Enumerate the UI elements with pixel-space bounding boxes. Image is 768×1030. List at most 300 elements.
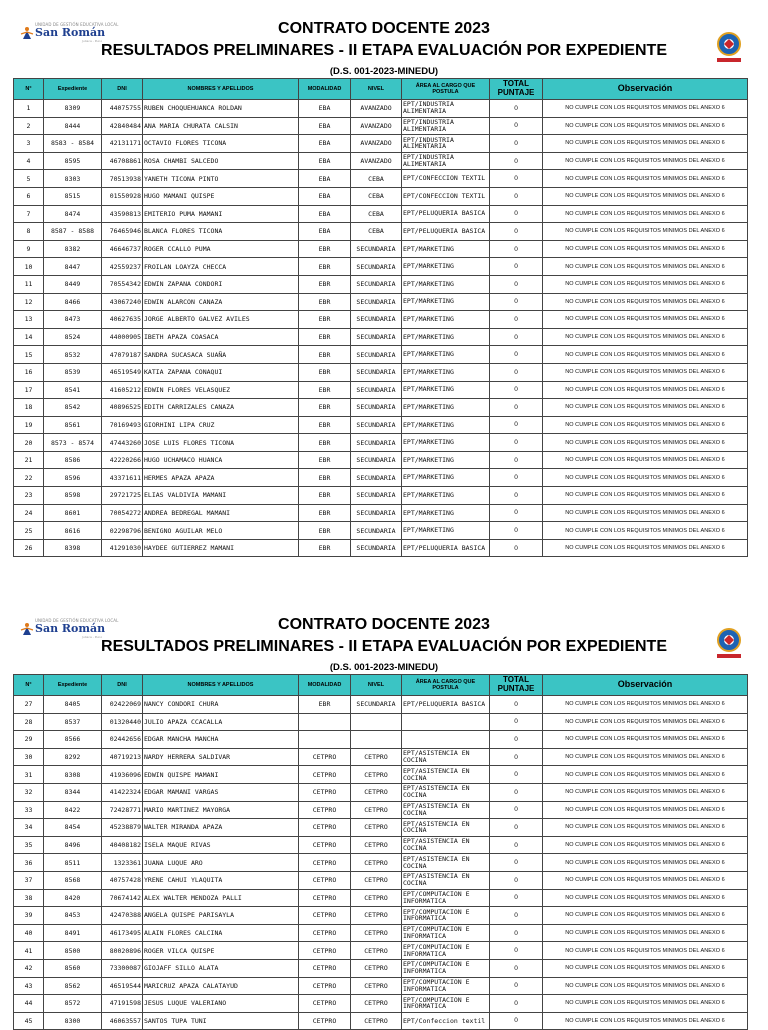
row-puntaje: 0: [490, 696, 543, 714]
row-nivel: CETPRO: [351, 995, 402, 1013]
row-name: ALEX WALTER MENDOZA PALLI: [143, 889, 299, 907]
row-nivel: SECUNDARIA: [351, 504, 402, 522]
row-nivel: CETPRO: [351, 819, 402, 837]
row-modalidad: [299, 713, 351, 731]
row-name: ROGER CCALLO PUMA: [143, 240, 299, 258]
row-puntaje: 0: [490, 504, 543, 522]
row-number: 10: [14, 258, 44, 276]
row-area: EPT/ASISTENCIA EN COCINA: [402, 836, 490, 854]
logo-small-text: UNIDAD DE GESTIÓN EDUCATIVA LOCAL: [35, 22, 119, 27]
row-area: EPT/INDUSTRIA ALIMENTARIA: [402, 152, 490, 170]
row-expediente: 8292: [44, 748, 102, 766]
row-expediente: 8572: [44, 995, 102, 1013]
document-title: CONTRATO DOCENTE 2023: [278, 20, 490, 37]
row-area: EPT/MARKETING: [402, 399, 490, 417]
row-number: 11: [14, 275, 44, 293]
row-modalidad: CETPRO: [299, 748, 351, 766]
table-row: [14, 977, 748, 995]
row-puntaje: 0: [490, 783, 543, 801]
row-expediente: 8598: [44, 487, 102, 505]
row-dni: 46063557: [102, 1012, 143, 1030]
table-row: [14, 381, 748, 399]
row-number: 44: [14, 995, 44, 1013]
row-modalidad: CETPRO: [299, 766, 351, 784]
page-header: [0, 0, 768, 76]
row-puntaje: 0: [490, 187, 543, 205]
row-dni: 73300087: [102, 959, 143, 977]
row-observacion: NO CUMPLE CON LOS REQUISITOS MINIMOS DEL ANEXO 6: [543, 487, 748, 505]
row-nivel: SECUNDARIA: [351, 311, 402, 329]
row-observacion: NO CUMPLE CON LOS REQUISITOS MINIMOS DEL ANEXO 6: [543, 889, 748, 907]
row-modalidad: CETPRO: [299, 1012, 351, 1030]
table-row: [14, 223, 748, 241]
row-dni: 44000905: [102, 328, 143, 346]
table-row: [14, 152, 748, 170]
row-nivel: SECUNDARIA: [351, 522, 402, 540]
row-name: YANETH TICONA PINTO: [143, 170, 299, 188]
row-puntaje: 0: [490, 942, 543, 960]
row-dni: 01550928: [102, 187, 143, 205]
row-dni: 40408182: [102, 836, 143, 854]
row-puntaje: 0: [490, 487, 543, 505]
row-name: WALTER MIRANDA APAZA: [143, 819, 299, 837]
row-name: HAYDEE GUTIERREZ MAMANI: [143, 539, 299, 557]
row-modalidad: CETPRO: [299, 907, 351, 925]
row-puntaje: 0: [490, 240, 543, 258]
table-row: [14, 766, 748, 784]
decree-reference: (D.S. 001-2023-MINEDU): [329, 66, 439, 77]
table-row: [14, 713, 748, 731]
table-row: [14, 117, 748, 135]
row-nivel: SECUNDARIA: [351, 363, 402, 381]
row-observacion: NO CUMPLE CON LOS REQUISITOS MINIMOS DEL ANEXO 6: [543, 170, 748, 188]
row-modalidad: CETPRO: [299, 959, 351, 977]
row-dni: 42559237: [102, 258, 143, 276]
col-observacion: Observación: [543, 79, 748, 100]
row-puntaje: 0: [490, 451, 543, 469]
row-name: JULIO APAZA CCACALLA: [143, 713, 299, 731]
row-nivel: AVANZADO: [351, 117, 402, 135]
row-nivel: SECUNDARIA: [351, 328, 402, 346]
row-number: 3: [14, 135, 44, 153]
logo-small-text: UNIDAD DE GESTIÓN EDUCATIVA LOCAL: [35, 618, 119, 623]
row-observacion: NO CUMPLE CON LOS REQUISITOS MINIMOS DEL ANEXO 6: [543, 434, 748, 452]
row-modalidad: CETPRO: [299, 871, 351, 889]
table-row: [14, 258, 748, 276]
row-dni: 80020896: [102, 942, 143, 960]
row-puntaje: 0: [490, 416, 543, 434]
row-name: JORGE ALBERTO GALVEZ AVILES: [143, 311, 299, 329]
row-nivel: [351, 731, 402, 749]
row-name: ELIAS VALDIVIA MAMANI: [143, 487, 299, 505]
row-name: ROSA CHAMBI SALCEDO: [143, 152, 299, 170]
row-name: JESUS LUQUE VALERIANO: [143, 995, 299, 1013]
row-nivel: SECUNDARIA: [351, 240, 402, 258]
row-observacion: NO CUMPLE CON LOS REQUISITOS MINIMOS DEL ANEXO 6: [543, 117, 748, 135]
table-header-row: [14, 79, 748, 100]
row-name: EDWIN FLORES VELASQUEZ: [143, 381, 299, 399]
row-nivel: [351, 713, 402, 731]
row-area: EPT/PELUQUERIA BASICA: [402, 539, 490, 557]
row-number: 33: [14, 801, 44, 819]
row-nivel: AVANZADO: [351, 135, 402, 153]
row-modalidad: EBA: [299, 152, 351, 170]
row-expediente: 8573 - 8574: [44, 434, 102, 452]
row-area: [402, 731, 490, 749]
row-dni: 46519549: [102, 363, 143, 381]
row-dni: 43067240: [102, 293, 143, 311]
row-observacion: NO CUMPLE CON LOS REQUISITOS MINIMOS DEL ANEXO 6: [543, 783, 748, 801]
row-expediente: 8541: [44, 381, 102, 399]
row-modalidad: EBR: [299, 293, 351, 311]
col-area: ÁREA AL CARGO QUE POSTULA: [402, 675, 490, 696]
table-row: [14, 416, 748, 434]
row-nivel: SECUNDARIA: [351, 696, 402, 714]
row-dni: 40719213: [102, 748, 143, 766]
table-row: [14, 451, 748, 469]
row-puntaje: 0: [490, 871, 543, 889]
document-subtitle: RESULTADOS PRELIMINARES - II ETAPA EVALUACIÓN POR EXPEDIENTE: [101, 42, 667, 59]
row-nivel: CETPRO: [351, 766, 402, 784]
row-observacion: NO CUMPLE CON LOS REQUISITOS MINIMOS DEL ANEXO 6: [543, 187, 748, 205]
row-expediente: 8539: [44, 363, 102, 381]
row-nivel: CEBA: [351, 170, 402, 188]
row-dni: 41605212: [102, 381, 143, 399]
row-name: EDGAR MANCHA MANCHA: [143, 731, 299, 749]
institution-emblem-icon: [712, 30, 746, 64]
col-n: N°: [14, 675, 44, 696]
row-observacion: NO CUMPLE CON LOS REQUISITOS MINIMOS DEL ANEXO 6: [543, 152, 748, 170]
row-expediente: 8303: [44, 170, 102, 188]
row-number: 29: [14, 731, 44, 749]
row-number: 24: [14, 504, 44, 522]
row-puntaje: 0: [490, 293, 543, 311]
row-modalidad: EBR: [299, 522, 351, 540]
row-expediente: 8532: [44, 346, 102, 364]
row-area: EPT/COMPUTACION E INFORMATICA: [402, 977, 490, 995]
table-row: [14, 907, 748, 925]
row-nivel: CETPRO: [351, 942, 402, 960]
row-observacion: NO CUMPLE CON LOS REQUISITOS MINIMOS DEL ANEXO 6: [543, 1012, 748, 1030]
row-number: 39: [14, 907, 44, 925]
row-number: 2: [14, 117, 44, 135]
table-row: [14, 783, 748, 801]
row-expediente: 8562: [44, 977, 102, 995]
row-name: EDWIN ZAPANA CONDORI: [143, 275, 299, 293]
row-modalidad: CETPRO: [299, 924, 351, 942]
row-puntaje: 0: [490, 363, 543, 381]
row-observacion: NO CUMPLE CON LOS REQUISITOS MINIMOS DEL ANEXO 6: [543, 416, 748, 434]
row-expediente: 8616: [44, 522, 102, 540]
row-number: 19: [14, 416, 44, 434]
col-dni: DNI: [102, 79, 143, 100]
row-expediente: 8398: [44, 539, 102, 557]
row-nivel: SECUNDARIA: [351, 539, 402, 557]
row-modalidad: CETPRO: [299, 819, 351, 837]
logo-sub: Juliaca - Puno: [82, 635, 103, 639]
col-modalidad: MODALIDAD: [299, 79, 351, 100]
row-modalidad: EBR: [299, 363, 351, 381]
row-area: EPT/COMPUTACION E INFORMATICA: [402, 924, 490, 942]
row-expediente: 8449: [44, 275, 102, 293]
col-nombres: NOMBRES Y APELLIDOS: [143, 79, 299, 100]
table-row: [14, 240, 748, 258]
row-modalidad: EBR: [299, 240, 351, 258]
row-puntaje: 0: [490, 135, 543, 153]
row-area: EPT/MARKETING: [402, 293, 490, 311]
row-number: 28: [14, 713, 44, 731]
row-dni: 70054272: [102, 504, 143, 522]
row-area: EPT/MARKETING: [402, 434, 490, 452]
row-name: EDWIN QUISPE MAMANI: [143, 766, 299, 784]
row-dni: 41422324: [102, 783, 143, 801]
row-area: EPT/MARKETING: [402, 416, 490, 434]
table-row: [14, 328, 748, 346]
row-number: 7: [14, 205, 44, 223]
row-puntaje: 0: [490, 977, 543, 995]
results-table: [13, 78, 748, 557]
row-puntaje: 0: [490, 152, 543, 170]
row-dni: 70674142: [102, 889, 143, 907]
row-expediente: 8491: [44, 924, 102, 942]
row-number: 16: [14, 363, 44, 381]
row-dni: 02422069: [102, 696, 143, 714]
row-area: EPT/ASISTENCIA EN COCINA: [402, 766, 490, 784]
row-number: 31: [14, 766, 44, 784]
table-row: [14, 748, 748, 766]
row-name: HUGO UCHAMACO HUANCA: [143, 451, 299, 469]
row-modalidad: EBR: [299, 328, 351, 346]
table-row: [14, 170, 748, 188]
col-nombres: NOMBRES Y APELLIDOS: [143, 675, 299, 696]
results-table: [13, 674, 748, 1030]
table-row: [14, 889, 748, 907]
row-puntaje: 0: [490, 381, 543, 399]
row-dni: 01320440: [102, 713, 143, 731]
row-area: EPT/COMPUTACION E INFORMATICA: [402, 907, 490, 925]
row-number: 30: [14, 748, 44, 766]
row-observacion: NO CUMPLE CON LOS REQUISITOS MINIMOS DEL ANEXO 6: [543, 959, 748, 977]
row-observacion: NO CUMPLE CON LOS REQUISITOS MINIMOS DEL ANEXO 6: [543, 522, 748, 540]
row-number: 5: [14, 170, 44, 188]
row-area: EPT/MARKETING: [402, 311, 490, 329]
row-name: FROILAN LOAYZA CHECCA: [143, 258, 299, 276]
table-row: [14, 311, 748, 329]
row-modalidad: EBR: [299, 539, 351, 557]
row-puntaje: 0: [490, 889, 543, 907]
row-name: JUANA LUQUE ARO: [143, 854, 299, 872]
col-nivel: NIVEL: [351, 675, 402, 696]
row-observacion: NO CUMPLE CON LOS REQUISITOS MINIMOS DEL ANEXO 6: [543, 363, 748, 381]
row-name: IBETH APAZA COASACA: [143, 328, 299, 346]
row-area: EPT/MARKETING: [402, 504, 490, 522]
row-number: 26: [14, 539, 44, 557]
row-nivel: CETPRO: [351, 871, 402, 889]
row-name: EDITH CARRIZALES CANAZA: [143, 399, 299, 417]
row-number: 4: [14, 152, 44, 170]
row-area: EPT/ASISTENCIA EN COCINA: [402, 801, 490, 819]
row-name: ANDREA BEDREGAL MAMANI: [143, 504, 299, 522]
row-dni: 44075755: [102, 100, 143, 118]
row-puntaje: 0: [490, 854, 543, 872]
row-puntaje: 0: [490, 748, 543, 766]
row-area: EPT/CONFECCION TEXTIL: [402, 170, 490, 188]
row-number: 12: [14, 293, 44, 311]
row-observacion: NO CUMPLE CON LOS REQUISITOS MINIMOS DEL ANEXO 6: [543, 854, 748, 872]
row-puntaje: 0: [490, 995, 543, 1013]
table-row: [14, 539, 748, 557]
row-nivel: AVANZADO: [351, 100, 402, 118]
row-number: 22: [14, 469, 44, 487]
row-dni: 42220266: [102, 451, 143, 469]
row-observacion: NO CUMPLE CON LOS REQUISITOS MINIMOS DEL ANEXO 6: [543, 924, 748, 942]
row-nivel: SECUNDARIA: [351, 346, 402, 364]
row-number: 6: [14, 187, 44, 205]
row-dni: 43371611: [102, 469, 143, 487]
col-dni: DNI: [102, 675, 143, 696]
row-number: 1: [14, 100, 44, 118]
col-expediente: Expediente: [44, 79, 102, 100]
logo-sub: Juliaca - Puno: [82, 39, 103, 43]
row-area: EPT/INDUSTRIA ALIMENTARIA: [402, 135, 490, 153]
row-number: 37: [14, 871, 44, 889]
row-observacion: NO CUMPLE CON LOS REQUISITOS MINIMOS DEL ANEXO 6: [543, 766, 748, 784]
table-row: [14, 434, 748, 452]
row-expediente: 8473: [44, 311, 102, 329]
row-nivel: CETPRO: [351, 907, 402, 925]
table-row: [14, 205, 748, 223]
row-modalidad: EBR: [299, 469, 351, 487]
row-puntaje: 0: [490, 469, 543, 487]
row-expediente: 8454: [44, 819, 102, 837]
row-nivel: CETPRO: [351, 854, 402, 872]
row-area: EPT/PELUQUERIA BASICA: [402, 223, 490, 241]
row-modalidad: CETPRO: [299, 783, 351, 801]
row-puntaje: 0: [490, 434, 543, 452]
col-modalidad: MODALIDAD: [299, 675, 351, 696]
row-observacion: NO CUMPLE CON LOS REQUISITOS MINIMOS DEL ANEXO 6: [543, 293, 748, 311]
table-row: [14, 942, 748, 960]
row-nivel: CETPRO: [351, 836, 402, 854]
row-number: 35: [14, 836, 44, 854]
row-observacion: NO CUMPLE CON LOS REQUISITOS MINIMOS DEL ANEXO 6: [543, 328, 748, 346]
row-area: EPT/MARKETING: [402, 487, 490, 505]
row-puntaje: 0: [490, 223, 543, 241]
row-name: ALAIN FLORES CALCINA: [143, 924, 299, 942]
row-modalidad: CETPRO: [299, 836, 351, 854]
row-area: EPT/MARKETING: [402, 381, 490, 399]
table-row: [14, 469, 748, 487]
row-dni: 42840484: [102, 117, 143, 135]
table-row: [14, 187, 748, 205]
row-observacion: NO CUMPLE CON LOS REQUISITOS MINIMOS DEL ANEXO 6: [543, 801, 748, 819]
row-nivel: CETPRO: [351, 748, 402, 766]
row-expediente: 8537: [44, 713, 102, 731]
row-expediente: 8511: [44, 854, 102, 872]
row-name: NARDY HERRERA SALDIVAR: [143, 748, 299, 766]
table-body-page-2: [14, 696, 748, 1030]
row-dni: 47443260: [102, 434, 143, 452]
col-expediente: Expediente: [44, 675, 102, 696]
row-expediente: 8496: [44, 836, 102, 854]
row-number: 25: [14, 522, 44, 540]
row-dni: 40627635: [102, 311, 143, 329]
row-puntaje: 0: [490, 205, 543, 223]
row-dni: 46708861: [102, 152, 143, 170]
row-number: 32: [14, 783, 44, 801]
row-nivel: SECUNDARIA: [351, 469, 402, 487]
table-row: [14, 959, 748, 977]
row-number: 38: [14, 889, 44, 907]
row-area: EPT/MARKETING: [402, 258, 490, 276]
row-modalidad: EBA: [299, 117, 351, 135]
row-nivel: CEBA: [351, 223, 402, 241]
row-modalidad: EBA: [299, 100, 351, 118]
row-name: ISELA MAQUE RIVAS: [143, 836, 299, 854]
row-expediente: 8474: [44, 205, 102, 223]
table-row: [14, 924, 748, 942]
row-name: HERMES APAZA APAZA: [143, 469, 299, 487]
row-expediente: 8542: [44, 399, 102, 417]
row-expediente: 8601: [44, 504, 102, 522]
row-observacion: NO CUMPLE CON LOS REQUISITOS MINIMOS DEL ANEXO 6: [543, 731, 748, 749]
row-number: 21: [14, 451, 44, 469]
table-row: [14, 836, 748, 854]
table-row: [14, 293, 748, 311]
row-modalidad: EBA: [299, 170, 351, 188]
row-nivel: CETPRO: [351, 801, 402, 819]
row-puntaje: 0: [490, 907, 543, 925]
row-puntaje: 0: [490, 959, 543, 977]
row-modalidad: CETPRO: [299, 889, 351, 907]
row-modalidad: EBR: [299, 696, 351, 714]
row-name: JOSE LUIS FLORES TICONA: [143, 434, 299, 452]
row-expediente: 8453: [44, 907, 102, 925]
row-number: 27: [14, 696, 44, 714]
row-expediente: 8444: [44, 117, 102, 135]
row-expediente: 8568: [44, 871, 102, 889]
row-nivel: CEBA: [351, 187, 402, 205]
row-expediente: 8344: [44, 783, 102, 801]
row-area: [402, 713, 490, 731]
row-dni: 46173495: [102, 924, 143, 942]
row-area: EPT/ASISTENCIA EN COCINA: [402, 783, 490, 801]
row-dni: 47079187: [102, 346, 143, 364]
row-observacion: NO CUMPLE CON LOS REQUISITOS MINIMOS DEL ANEXO 6: [543, 836, 748, 854]
table-row: [14, 819, 748, 837]
row-name: NANCY CONDORI CHURA: [143, 696, 299, 714]
row-puntaje: 0: [490, 836, 543, 854]
row-name: ANGELA QUISPE PARISAYLA: [143, 907, 299, 925]
row-observacion: NO CUMPLE CON LOS REQUISITOS MINIMOS DEL ANEXO 6: [543, 205, 748, 223]
row-nivel: SECUNDARIA: [351, 381, 402, 399]
row-observacion: NO CUMPLE CON LOS REQUISITOS MINIMOS DEL ANEXO 6: [543, 240, 748, 258]
row-observacion: NO CUMPLE CON LOS REQUISITOS MINIMOS DEL ANEXO 6: [543, 381, 748, 399]
row-nivel: CETPRO: [351, 977, 402, 995]
row-modalidad: EBA: [299, 223, 351, 241]
row-dni: 72428771: [102, 801, 143, 819]
table-row: [14, 522, 748, 540]
row-puntaje: 0: [490, 522, 543, 540]
row-modalidad: EBR: [299, 311, 351, 329]
row-dni: 40896525: [102, 399, 143, 417]
row-name: EDGAR MAMANI VARGAS: [143, 783, 299, 801]
row-name: MARIO MARTINEZ MAYORGA: [143, 801, 299, 819]
row-expediente: 8300: [44, 1012, 102, 1030]
table-row: [14, 487, 748, 505]
row-number: 36: [14, 854, 44, 872]
row-nivel: CETPRO: [351, 1012, 402, 1030]
